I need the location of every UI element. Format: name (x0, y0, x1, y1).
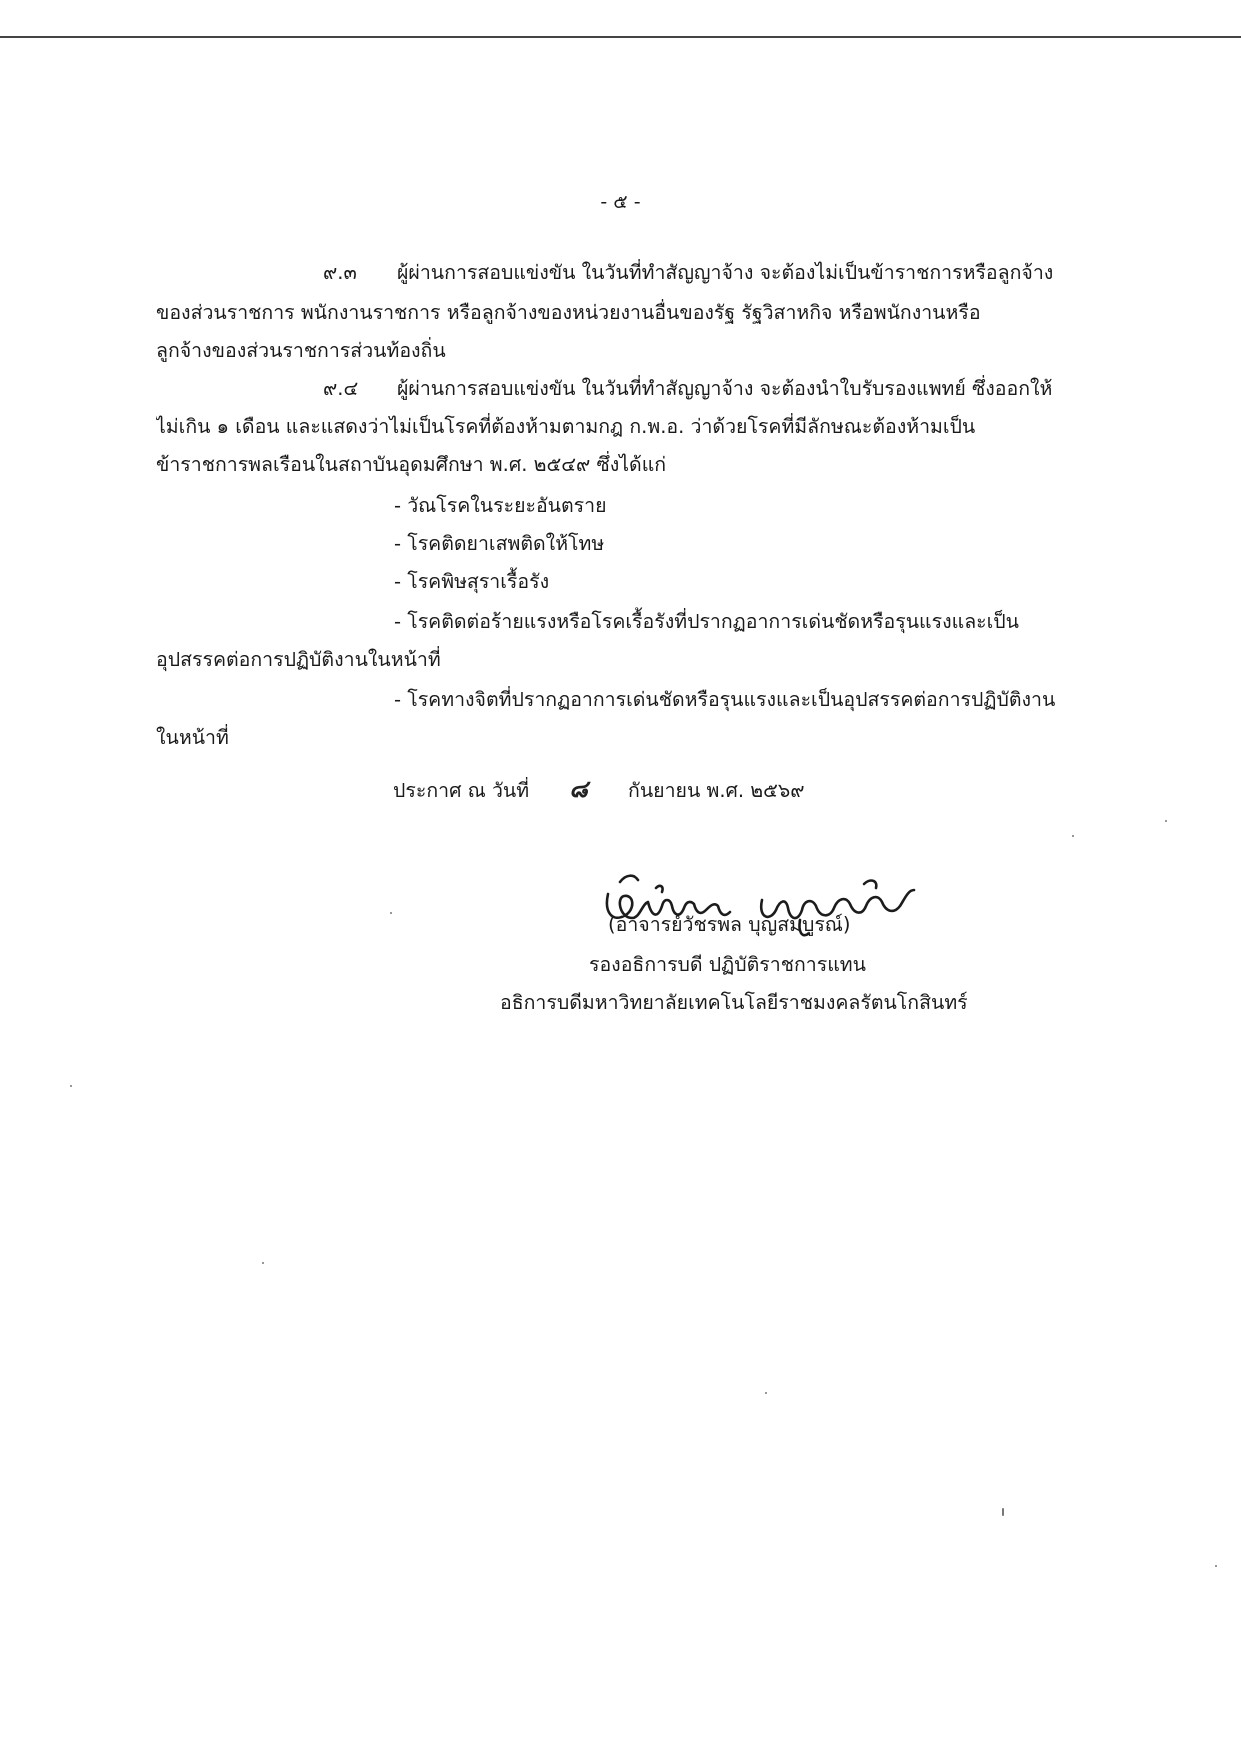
scan-speck (262, 1262, 264, 1264)
disease-item-contagious-line-1: - โรคติดต่อร้ายแรงหรือโรคเรื้อรังที่ปรากฏอาการเด่นชัดหรือรุนแรงและเป็น (394, 610, 1019, 633)
scan-speck (1072, 835, 1074, 837)
scan-top-rule (0, 36, 1241, 38)
disease-item-tuberculosis: - วัณโรคในระยะอันตราย (394, 494, 607, 517)
clause-9-3-text-line-1: ผู้ผ่านการสอบแข่งขัน ในวันที่ทำสัญญาจ้าง จะต้องไม่เป็นข้าราชการหรือลูกจ้าง (397, 261, 1054, 284)
announcement-day: ๘ (569, 774, 588, 803)
scan-speck (1215, 1565, 1217, 1567)
clause-9-3-label: ๙.๓ (323, 261, 357, 284)
scan-speck (765, 1392, 767, 1394)
scan-speck (70, 1085, 72, 1087)
scan-speck (1002, 1508, 1004, 1516)
signatory-position: รองอธิการบดี ปฏิบัติราชการแทน (589, 953, 866, 976)
disease-item-mental-line-1: - โรคทางจิตที่ปรากฏอาการเด่นชัดหรือรุนแรงและเป็นอุปสรรคต่อการปฏิบัติงาน (394, 688, 1056, 711)
clause-9-4-text-line-2: ไม่เกิน ๑ เดือน และแสดงว่าไม่เป็นโรคที่ต้องห้ามตามกฎ ก.พ.อ. ว่าด้วยโรคที่มีลักษณะต้องห้ามเป็น (156, 415, 976, 438)
disease-item-drug-addiction: - โรคติดยาเสพติดให้โทษ (394, 532, 605, 555)
clause-9-4-first-line (156, 372, 1086, 406)
page-number: - ๕ - (600, 191, 641, 213)
disease-item-contagious-line-2: อุปสรรคต่อการปฏิบัติงานในหน้าที่ (156, 648, 441, 671)
announcement-date-line (393, 772, 805, 806)
scan-speck (390, 912, 392, 914)
university-title: อธิการบดีมหาวิทยาลัยเทคโนโลยีราชมงคลรัตนโกสินทร์ (500, 991, 968, 1014)
clause-9-3-text-line-3: ลูกจ้างของส่วนราชการส่วนท้องถิ่น (156, 339, 446, 362)
clause-9-4-label: ๙.๔ (323, 377, 359, 400)
clause-9-3-first-line (156, 256, 1086, 290)
clause-9-4-text-line-1: ผู้ผ่านการสอบแข่งขัน ในวันที่ทำสัญญาจ้าง จะต้องนำใบรับรองแพทย์ ซึ่งออกให้ (397, 377, 1053, 400)
signatory-name: (อาจารย์วัชรพล บุญสมบูรณ์) (608, 913, 851, 936)
disease-item-mental-line-2: ในหน้าที่ (156, 726, 229, 749)
scan-speck (1165, 820, 1167, 822)
disease-item-alcoholism: - โรคพิษสุราเรื้อรัง (394, 570, 550, 593)
clause-9-4-text-line-3: ข้าราชการพลเรือนในสถาบันอุดมศึกษา พ.ศ. ๒๕๔๙ ซึ่งได้แก่ (156, 453, 667, 476)
announcement-month-year: กันยายน พ.ศ. ๒๕๖๙ (628, 779, 805, 802)
clause-9-3-text-line-2: ของส่วนราชการ พนักงานราชการ หรือลูกจ้างของหน่วยงานอื่นของรัฐ รัฐวิสาหกิจ หรือพนักงานหรือ (156, 301, 981, 324)
announcement-prefix: ประกาศ ณ วันที่ (393, 779, 530, 802)
